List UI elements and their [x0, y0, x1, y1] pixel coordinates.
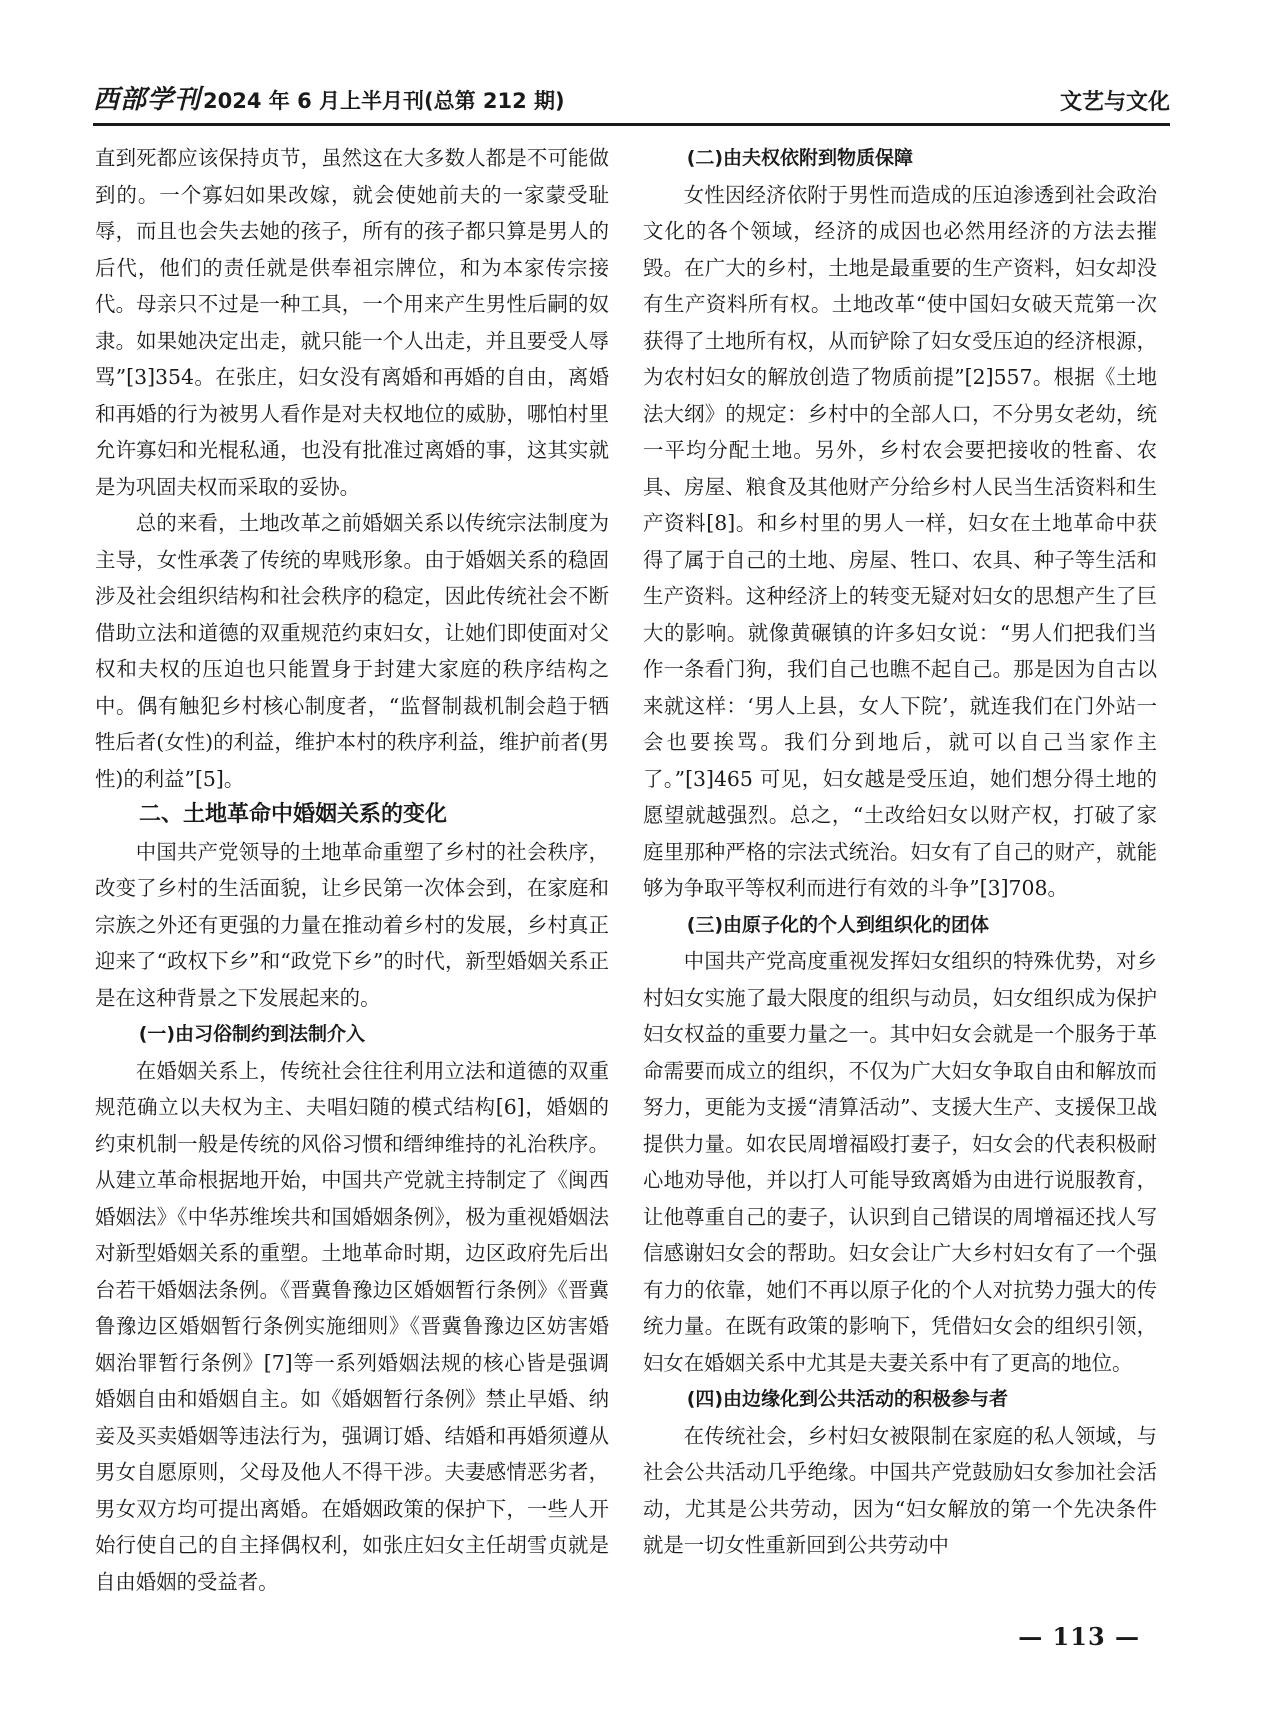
- page-number: — 113 —: [1018, 1622, 1140, 1651]
- paragraph: 中国共产党高度重视发挥妇女组织的特殊优势，对乡村妇女实施了最大限度的组织与动员，妇女组织成为保护妇女权益的重要力量之一。其中妇女会就是一个服务于革命需要而成立的组织，不仅为广大妇女争取自由和解放而努力，更能为支援“清算活动”、支援大生产、支援保卫战提供力量。如农民周增福殴打妻子，妇女会的代表积极耐心地劝导他，并以打人可能导致离婚为由进行说服教育，让他尊重自己的妻子，认识到自己错误的周增福还找人写信感谢妇女会的帮助。妇女会让广大乡村妇女有了一个强有力的依靠，她们不再以原子化的个人对抗势力强大的传统力量。在既有政策的影响下，凭借妇女会的组织引领，妇女在婚姻关系中尤其是夫妻关系中有了更高的地位。: [643, 949, 1157, 1375]
- paragraph: 直到死都应该保持贞节，虽然这在大多数人都是不可能做到的。一个寡妇如果改嫁，就会使她前夫的一家蒙受耻辱，而且也会失去她的孩子，所有的孩子都只算是男人的后代，他们的责任就是供奉祖宗牌位，和为本家传宗接代。母亲只不过是一种工具，一个用来产生男性后嗣的奴隶。如果她决定出走，就只能一个人出走，并且要受人辱骂”[3]354。在张庄，妇女没有离婚和再婚的自由，离婚和再婚的行为被男人看作是对夫权地位的威胁，哪怕村里允许寡妇和光棍私通，也没有批准过离婚的事，这其实就是为巩固夫权而采取的妥协。: [95, 146, 609, 499]
- subsection-heading: (一)由习俗制约到法制介入: [138, 1023, 366, 1045]
- right-column: [643, 140, 1157, 1564]
- paragraph: 女性因经济依附于男性而造成的压迫渗透到社会政治文化的各个领域，经济的成因也必然用经济的方法去摧毁。在广大的乡村，土地是最重要的生产资料，妇女却没有生产资料所有权。土地改革“使中国妇女破天荒第一次获得了土地所有权，从而铲除了妇女受压迫的经济根源，为农村妇女的解放创造了物质前提”[2]557。根据《土地法大纲》的规定：乡村中的全部人口，不分男女老幼，统一平均分配土地。另外，乡村农会要把接收的牲畜、农具、房屋、粮食及其他财产分给乡村人民当生活资料和生产资料[8]。和乡村里的男人一样，妇女在土地革命中获得了属于自己的土地、房屋、牲口、农具、种子等生活和生产资料。这种经济上的转变无疑对妇女的思想产生了巨大的影响。就像黄碾镇的许多妇女说：“男人们把我们当作一条看门狗，我们自己也瞧不起自己。那是因为自古以来就这样：‘男人上县，女人下院’，就连我们在门外站一会也要挨骂。我们分到地后，就可以自己当家作主了。”[3]465 可见，妇女越是受压迫，她们想分得土地的愿望就越强烈。总之，“土改给妇女以财产权，打破了家庭里那种严格的宗法式统治。妇女有了自己的财产，就能够为争取平等权利而进行有效的斗争”[3]708。: [643, 182, 1157, 900]
- journal-title: 西部学刊: [93, 85, 202, 115]
- paragraph: 总的来看，土地改革之前婚姻关系以传统宗法制度为主导，女性承袭了传统的卑贱形象。由于婚姻关系的稳固涉及社会组织结构和社会秩序的稳定，因此传统社会不断借助立法和道德的双重规范约束妇女，让她们即使面对父权和夫权的压迫也只能置身于封建大家庭的秩序结构之中。偶有触犯乡村核心制度者，“监督制裁机制会趋于牺牲后者(女性)的利益，维护本村的秩序利益，维护前者(男性)的利益”[5]。: [95, 511, 609, 791]
- running-header: [93, 82, 1170, 126]
- paragraph: 在传统社会，乡村妇女被限制在家庭的私人领域，与社会公共活动几乎绝缘。中国共产党鼓励妇女参加社会活动，尤其是公共劳动，因为“妇女解放的第一个先决条件就是一切女性重新回到公共劳动中: [643, 1423, 1157, 1557]
- subsection-heading: (二)由夫权依附到物质保障: [686, 147, 914, 169]
- issue-info: 2024 年 6 月上半月刊(总第 212 期): [203, 89, 565, 113]
- journal-issue-line: [93, 79, 565, 116]
- subsection-heading: (三)由原子化的个人到组织化的团体: [686, 913, 990, 936]
- header-rule: [93, 123, 1170, 126]
- subsection-heading: (四)由边缘化到公共活动的积极参与者: [686, 1388, 1009, 1410]
- section-title: 文艺与文化: [1059, 90, 1170, 115]
- paragraph: 中国共产党领导的土地革命重塑了乡村的社会秩序，改变了乡村的生活面貌，让乡民第一次体会到，在家庭和宗族之外还有更强的力量在推动着乡村的发展，乡村真正迎来了“政权下乡”和“政党下乡”的时代，新型婚姻关系正是在这种背景之下发展起来的。: [95, 839, 609, 1010]
- section-heading: 二、土地革命中婚姻关系的变化: [139, 802, 448, 827]
- left-column: [95, 140, 609, 1600]
- paragraph: 在婚姻关系上，传统社会往往利用立法和道德的双重规范确立以夫权为主、夫唱妇随的模式结构[6]，婚姻的约束机制一般是传统的风俗习惯和缙绅维持的礼治秩序。从建立革命根据地开始，中国共产党就主持制定了《闽西婚姻法》《中华苏维埃共和国婚姻条例》，极为重视婚姻法对新型婚姻关系的重塑。土地革命时期，边区政府先后出台若干婚姻法条例。《晋冀鲁豫边区婚姻暂行条例》《晋冀鲁豫边区婚姻暂行条例实施细则》《晋冀鲁豫边区妨害婚姻治罪暂行条例》[7]等一系列婚姻法规的核心皆是强调婚姻自由和婚姻自主。如《婚姻暂行条例》禁止早婚、纳妾及买卖婚姻等违法行为，强调订婚、结婚和再婚须遵从男女自愿原则，父母及他人不得干涉。夫妻感情恶劣者，男女双方均可提出离婚。在婚姻政策的保护下，一些人开始行使自己的自主择偶权利，如张庄妇女主任胡雪贞就是自由婚姻的受益者。: [95, 1058, 609, 1594]
